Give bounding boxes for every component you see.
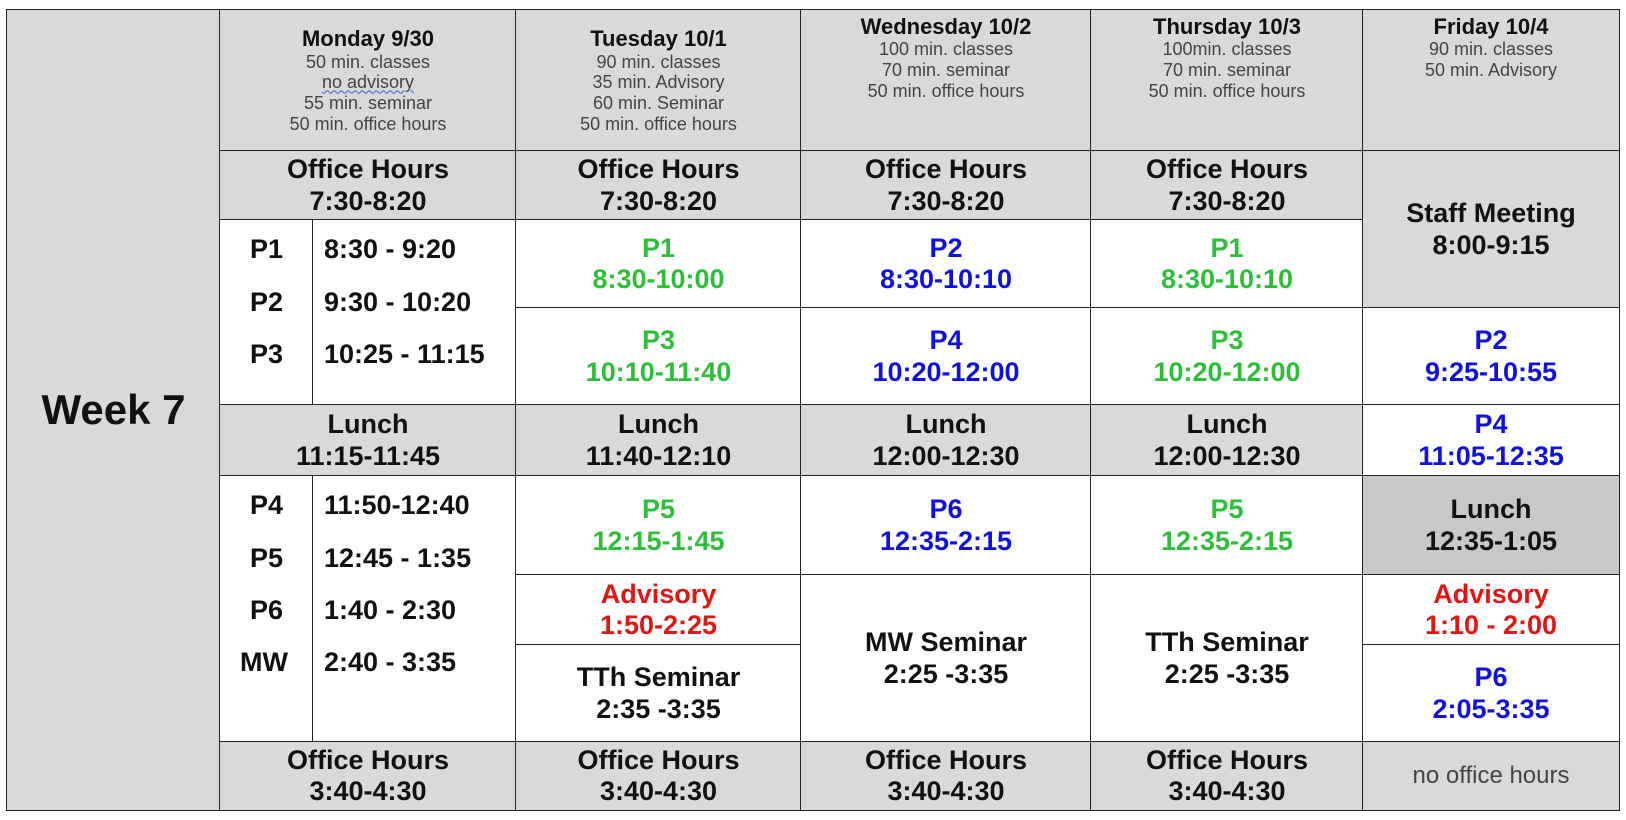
block-time: 12:35-2:15 (1160, 525, 1294, 556)
block-title: Staff Meeting (1406, 198, 1576, 229)
block-title: Lunch (1450, 494, 1532, 525)
friday-block-3 (1362, 644, 1620, 743)
wednesday-seminar (800, 574, 1092, 743)
block-title: P1 (641, 232, 676, 263)
tuesday-seminar (515, 644, 802, 743)
header-thursday (1090, 9, 1364, 152)
tuesday-office-hours-am (515, 150, 802, 221)
block-title: Office Hours (286, 744, 450, 775)
period-label: MW (240, 647, 288, 677)
tuesday-office-hours-pm (515, 741, 802, 811)
block-time: 3:40-4:30 (1168, 776, 1286, 806)
block-title: Office Hours (1145, 154, 1309, 185)
block-time: 12:35-2:15 (879, 525, 1013, 556)
block-time: 2:25 -3:35 (1164, 658, 1290, 689)
monday-morning-periods (219, 219, 517, 406)
header-friday (1362, 9, 1620, 152)
block-title: Office Hours (577, 744, 740, 775)
block-title: MW Seminar (864, 627, 1028, 658)
thursday-office-hours-pm (1090, 741, 1364, 811)
header-line: 50 min. office hours (289, 113, 447, 134)
monday-office-hours-am (219, 150, 517, 221)
header-line: no advisory (321, 72, 415, 93)
block-title: Office Hours (286, 154, 450, 185)
block-time: 11:40-12:10 (585, 440, 732, 471)
period-label: P4 (250, 490, 284, 520)
block-title: P3 (1210, 325, 1244, 356)
header-line: 50 min. office hours (867, 80, 1025, 101)
header-line: 55 min. seminar (303, 93, 433, 114)
period-time: 2:40 - 3:35 (324, 647, 457, 677)
thursday-block-3 (1090, 475, 1364, 576)
block-time: 12:00-12:30 (1153, 440, 1301, 471)
period-time: 8:30 - 9:20 (324, 234, 457, 264)
block-title: P2 (1474, 325, 1508, 356)
block-time: 11:15-11:45 (295, 440, 441, 471)
block-title: Lunch (905, 409, 987, 440)
block-title: Office Hours (577, 154, 740, 185)
block-title: TTh Seminar (576, 662, 741, 693)
block-time: 8:30-10:00 (592, 264, 725, 294)
header-line: 90 min. classes (1428, 39, 1554, 60)
header-line: 100 min. classes (878, 39, 1014, 60)
block-time: 7:30-8:20 (1168, 185, 1286, 216)
wednesday-lunch (800, 404, 1092, 477)
thursday-lunch (1090, 404, 1364, 477)
block-title: TTh Seminar (1145, 627, 1309, 658)
block-title: Lunch (327, 409, 409, 440)
block-title: P6 (929, 494, 963, 525)
block-title: P4 (929, 325, 963, 356)
block-time: 11:05-12:35 (1418, 440, 1564, 471)
week-label-cell (6, 9, 221, 811)
block-title: Office Hours (864, 154, 1028, 185)
block-time: 3:40-4:30 (309, 776, 427, 806)
block-time: 7:30-8:20 (887, 185, 1005, 216)
thursday-office-hours-am (1090, 150, 1364, 221)
block-time: 9:25-10:55 (1424, 356, 1558, 387)
period-time: 10:25 - 11:15 (324, 339, 485, 369)
monday-office-hours-pm (219, 741, 517, 811)
block-time: 8:30-10:10 (1160, 264, 1294, 294)
block-time: 10:20-12:00 (872, 356, 1020, 387)
block-title: Office Hours (864, 744, 1028, 775)
header-tuesday (515, 9, 802, 152)
block-time: 8:00-9:15 (1432, 229, 1550, 260)
header-line: 100min. classes (1162, 39, 1292, 60)
friday-block-1 (1362, 307, 1620, 406)
block-time: 12:35-1:05 (1424, 525, 1558, 556)
monday-afternoon-periods (219, 475, 517, 743)
block-title: P6 (1474, 662, 1508, 693)
tuesday-block-2 (515, 307, 802, 406)
week-label: Week 7 (41, 385, 186, 433)
block-title: P1 (1210, 232, 1244, 263)
wednesday-block-1 (800, 219, 1092, 309)
thursday-block-2 (1090, 307, 1364, 406)
header-line: 60 min. Seminar (592, 93, 725, 114)
header-line: 70 min. seminar (1162, 59, 1292, 80)
tuesday-lunch (515, 404, 802, 477)
period-time: 11:50-12:40 (324, 490, 470, 520)
friday-block-2 (1362, 404, 1620, 477)
day-title-friday: Friday 10/4 (1433, 14, 1549, 39)
thursday-block-1 (1090, 219, 1364, 309)
wednesday-block-3 (800, 475, 1092, 576)
block-title: Advisory (600, 578, 717, 609)
period-time: 12:45 - 1:35 (324, 543, 472, 573)
header-line: 50 min. office hours (580, 113, 737, 134)
wednesday-office-hours-pm (800, 741, 1092, 811)
block-time: 7:30-8:20 (309, 185, 427, 216)
block-time: 3:40-4:30 (887, 776, 1005, 806)
block-time: 10:10-11:40 (585, 356, 732, 387)
block-time: 2:25 -3:35 (883, 658, 1009, 689)
period-label: P1 (250, 234, 284, 264)
day-title-thursday: Thursday 10/3 (1153, 14, 1301, 39)
friday-office-hours-pm (1362, 741, 1620, 811)
thursday-seminar (1090, 574, 1364, 743)
header-line: 35 min. Advisory (592, 72, 725, 93)
wednesday-office-hours-am (800, 150, 1092, 221)
monday-lunch (219, 404, 517, 477)
block-time: 7:30-8:20 (599, 185, 718, 216)
block-title: Lunch (1186, 409, 1268, 440)
friday-advisory (1362, 574, 1620, 646)
header-line: 90 min. classes (596, 51, 721, 72)
wednesday-block-2 (800, 307, 1092, 406)
block-title: Advisory (1433, 578, 1549, 609)
header-line: 70 min. seminar (881, 59, 1011, 80)
header-monday (219, 9, 517, 152)
no-office-hours-text: no office hours (1412, 762, 1570, 790)
block-title: P2 (929, 232, 963, 263)
block-title: P5 (641, 494, 676, 525)
period-label: P2 (250, 287, 284, 317)
tuesday-block-3 (515, 475, 802, 576)
tuesday-block-1 (515, 219, 802, 309)
block-time: 8:30-10:10 (879, 264, 1013, 294)
block-time: 10:20-12:00 (1153, 356, 1301, 387)
day-title-tuesday: Tuesday 10/1 (590, 26, 727, 52)
day-title-monday: Monday 9/30 (301, 26, 435, 52)
period-label: P3 (250, 339, 284, 369)
header-wednesday (800, 9, 1092, 152)
block-time: 3:40-4:30 (599, 776, 718, 806)
block-time: 1:10 - 2:00 (1424, 610, 1558, 640)
period-time: 1:40 - 2:30 (324, 595, 457, 625)
period-label: P5 (250, 543, 284, 573)
block-title: Lunch (618, 409, 699, 440)
block-time: 1:50-2:25 (599, 610, 718, 640)
block-time: 12:15-1:45 (592, 525, 725, 556)
header-line: 50 min. classes (305, 51, 431, 72)
friday-lunch (1362, 475, 1620, 576)
block-time: 2:35 -3:35 (596, 693, 721, 724)
header-line: 50 min. office hours (1148, 80, 1306, 101)
block-title: P5 (1210, 494, 1244, 525)
day-title-wednesday: Wednesday 10/2 (860, 14, 1032, 39)
block-title: Office Hours (1145, 744, 1309, 775)
period-label: P6 (250, 595, 284, 625)
friday-staff-meeting (1362, 150, 1620, 309)
block-title: P3 (641, 325, 676, 356)
block-title: P4 (1474, 409, 1508, 440)
tuesday-advisory (515, 574, 802, 646)
header-line: 50 min. Advisory (1424, 59, 1558, 80)
block-time: 2:05-3:35 (1432, 693, 1550, 724)
block-time: 12:00-12:30 (872, 440, 1020, 471)
period-time: 9:30 - 10:20 (324, 287, 472, 317)
